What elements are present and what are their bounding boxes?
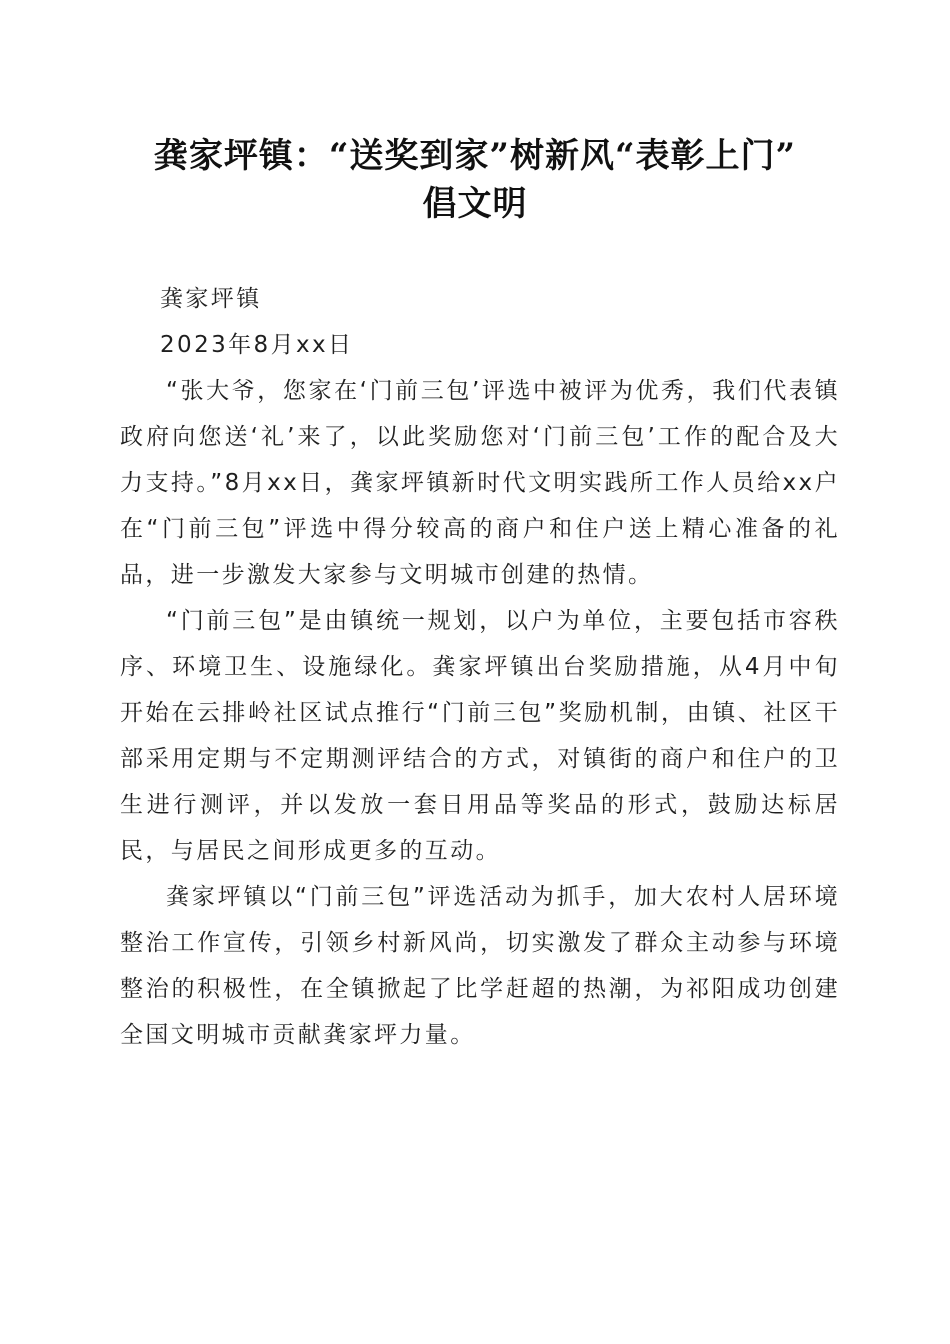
paragraph-1: “张大爷，您家在‘门前三包’评选中被评为优秀，我们代表镇政府向您送‘礼’来了，以此奖励您对‘门前三包’工作的配合及大力支持。”8月xx日，龚家坪镇新时代文明实践所工作人员给xx户在“门前三包”评选中得分较高的商户和住户送上精心准备的礼品，进一步激发大家参与文明城市创建的热情。 bbox=[120, 378, 840, 588]
paragraph-2: “门前三包”是由镇统一规划，以户为单位，主要包括市容秩序、环境卫生、设施绿化。龚家坪镇出台奖励措施，从4月中旬开始在云排岭社区试点推行“门前三包”奖励机制，由镇、社区干部采用定期与不定期测评结合的方式，对镇街的商户和住户的卫生进行测评，并以发放一套日用品等奖品的形式，鼓励达标居民，与居民之间形成更多的互动。 bbox=[120, 608, 840, 864]
document-title bbox=[110, 132, 840, 228]
author-line: 龚家坪镇 bbox=[160, 286, 262, 312]
title-line-2: 倡文明 bbox=[422, 184, 528, 224]
document-body bbox=[120, 276, 840, 1058]
date-line: 2023年8月xx日 bbox=[160, 332, 354, 358]
paragraph-3: 龚家坪镇以“门前三包”评选活动为抓手，加大农村人居环境整治工作宣传，引领乡村新风尚，切实激发了群众主动参与环境整治的积极性，在全镇掀起了比学赶超的热潮，为祁阳成功创建全国文明城市贡献龚家坪力量。 bbox=[120, 884, 840, 1048]
title-line-1: 龚家坪镇：“送奖到家”树新风“表彰上门” bbox=[153, 136, 797, 176]
